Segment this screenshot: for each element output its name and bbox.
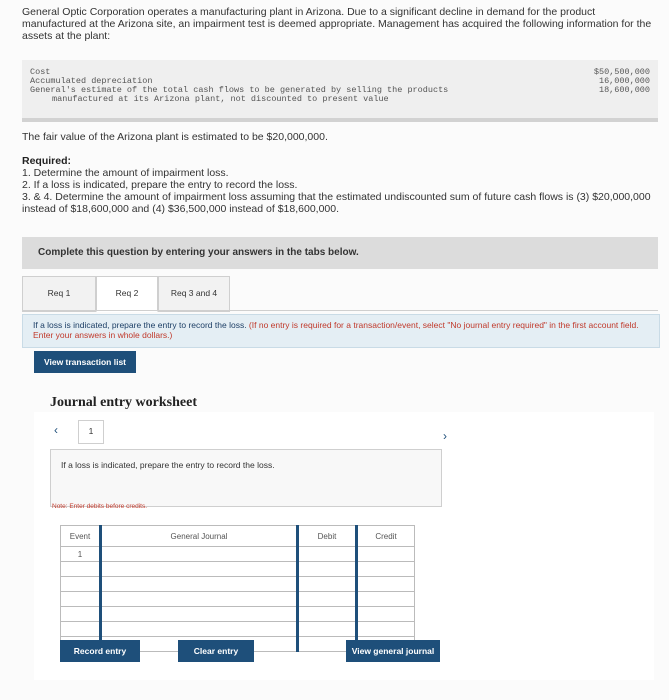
worksheet-title: Journal entry worksheet (50, 395, 197, 410)
table-row (61, 592, 415, 607)
worksheet-prompt-box (50, 449, 442, 507)
account-field[interactable] (101, 562, 298, 577)
data-value-cashflows: 18,600,000 (598, 85, 650, 95)
table-header-row (61, 526, 415, 547)
fair-value-text: The fair value of the Arizona plant is estimated to be $20,000,000. (22, 131, 328, 143)
credit-field[interactable] (357, 577, 415, 592)
problem-intro: General Optic Corporation operates a manufacturing plant in Arizona. Due to a significant decline in demand for the product manufactured at the Arizona site, an impairment test is deemed appropriate. Management has acquired the following information for the assets at the plant: (22, 6, 652, 42)
data-table (22, 60, 658, 122)
data-value-accum: 16,000,000 (598, 76, 650, 86)
tab-label: Req 3 and 4 (170, 288, 218, 298)
credit-field[interactable] (357, 562, 415, 577)
debit-field[interactable] (298, 547, 357, 562)
required-item-2: 2. If a loss is indicated, prepare the entry to record the loss. (22, 179, 298, 191)
table-row (61, 577, 415, 592)
account-field[interactable] (101, 607, 298, 622)
debits-note: Note: Enter debits before credits. (52, 503, 148, 510)
account-field[interactable] (101, 622, 298, 637)
clear-entry-button[interactable]: Clear entry (178, 640, 254, 662)
event-cell (61, 622, 101, 637)
tab-label: Req 1 (47, 288, 71, 298)
tab-req-2[interactable] (96, 276, 158, 312)
entry-page-number[interactable]: 1 (78, 420, 104, 444)
tab-req-3-4[interactable] (158, 276, 230, 312)
table-row (61, 547, 415, 562)
event-cell (61, 562, 101, 577)
table-row (61, 562, 415, 577)
required-item-3-4: 3. & 4. Determine the amount of impairment loss assuming that the estimated undiscounted sum of future cash flows is (3) $20,000,000 instead of $18,600,000 and (4) $36,500,000 instead of $18,600,000. (22, 191, 651, 215)
view-transaction-list-button[interactable]: View transaction list (34, 351, 136, 373)
account-field[interactable] (101, 547, 298, 562)
chevron-left-icon[interactable]: ‹ (54, 423, 58, 437)
tab-divider (22, 310, 658, 311)
chevron-right-icon[interactable]: › (443, 429, 447, 443)
account-field[interactable] (101, 577, 298, 592)
tab-req-1[interactable] (22, 276, 96, 312)
journal-entry-table (60, 525, 415, 652)
debit-field[interactable] (298, 562, 357, 577)
tab-bar (22, 276, 658, 312)
required-title: Required: (22, 155, 72, 167)
event-cell (61, 607, 101, 622)
debit-field[interactable] (298, 607, 357, 622)
banner-text: Complete this question by entering your answers in the tabs below. (38, 247, 359, 258)
debit-field[interactable] (298, 577, 357, 592)
instruction-box (22, 314, 660, 348)
credit-field[interactable] (357, 547, 415, 562)
credit-field[interactable] (357, 607, 415, 622)
data-label-cashflows: General's estimate of the total cash flows to be generated by selling the products (30, 85, 449, 95)
account-field[interactable] (101, 592, 298, 607)
header-credit: Credit (357, 526, 415, 547)
data-label-accum: Accumulated depreciation (30, 76, 153, 86)
event-cell: 1 (61, 547, 101, 562)
tab-label: Req 2 (115, 288, 139, 298)
credit-field[interactable] (357, 622, 415, 637)
data-label-cost: Cost (30, 67, 51, 77)
instruction-red: (If no entry is required for a transaction/event, select "No journal entry required" in the first account field. Enter your answers in whole dollars.) (33, 320, 639, 340)
header-general-journal: General Journal (101, 526, 298, 547)
instruction-plain: If a loss is indicated, prepare the entry to record the loss. (33, 320, 249, 330)
record-entry-button[interactable]: Record entry (60, 640, 140, 662)
header-event: Event (61, 526, 101, 547)
header-debit: Debit (298, 526, 357, 547)
event-cell (61, 592, 101, 607)
data-value-cost: $50,500,000 (593, 67, 650, 77)
table-row (61, 607, 415, 622)
event-cell (61, 577, 101, 592)
credit-field[interactable] (357, 592, 415, 607)
view-general-journal-button[interactable]: View general journal (346, 640, 440, 662)
table-row (61, 622, 415, 637)
required-item-1: 1. Determine the amount of impairment loss. (22, 167, 229, 179)
worksheet-prompt: If a loss is indicated, prepare the entry to record the loss. (61, 460, 275, 470)
data-label-cashflows-cont: manufactured at its Arizona plant, not discounted to present value (52, 94, 389, 104)
debit-field[interactable] (298, 622, 357, 637)
instructions-banner (22, 237, 658, 269)
debit-field[interactable] (298, 592, 357, 607)
